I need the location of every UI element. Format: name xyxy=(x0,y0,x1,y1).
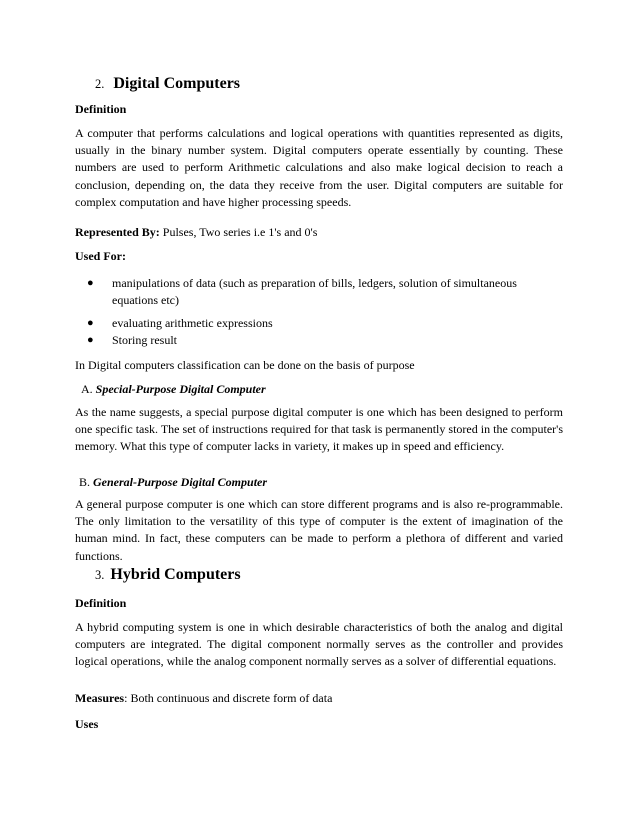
subsection-title: Special-Purpose Digital Computer xyxy=(95,382,266,396)
list-item-text: evaluating arithmetic expressions xyxy=(112,316,273,330)
definition-paragraph: A hybrid computing system is one in which desirable characteristics of both the analog and digital computers are integrated. The digital component normally serves as the controller and provides logical operations, while the analog component normally serves as a solver of differential equations. xyxy=(75,620,563,669)
bullet-icon: ● xyxy=(87,317,94,329)
section-heading-hybrid xyxy=(95,567,241,584)
classification-text: In Digital computers classification can be done on the basis of purpose xyxy=(75,358,415,372)
bullet-icon: ● xyxy=(87,277,94,289)
definition-label: Definition xyxy=(75,102,127,116)
list-item xyxy=(75,315,565,332)
list-item-text: Storing result xyxy=(112,333,177,347)
represented-by-label: Represented By: xyxy=(75,225,160,239)
subsection-prefix: B. xyxy=(79,475,91,489)
used-for-list xyxy=(75,275,565,349)
represented-by-line xyxy=(75,224,317,241)
subsection-prefix: A. xyxy=(81,382,93,396)
subsection-title: General-Purpose Digital Computer xyxy=(93,475,268,489)
list-item-text: manipulations of data (such as preparation of bills, ledgers, solution of simultaneous equations etc) xyxy=(112,276,517,307)
measures-line xyxy=(75,690,332,707)
subsection-a-heading xyxy=(81,381,266,398)
uses-label: Uses xyxy=(75,717,99,731)
measures-label: Measures xyxy=(75,691,125,705)
subsection-b-heading xyxy=(79,474,267,491)
section-title: Hybrid Computers xyxy=(110,566,241,583)
section-number: 2. xyxy=(95,77,105,91)
bullet-icon: ● xyxy=(87,334,94,346)
section-heading-digital xyxy=(95,76,240,93)
list-item xyxy=(75,275,565,309)
list-item xyxy=(75,332,565,349)
subsection-a-paragraph: As the name suggests, a special purpose digital computer is one which has been designed to perform one specific task. The set of instructions required for that task is permanently stored in the computer's memory. What this type of computer lacks in variety, it makes up in speed and efficiency. xyxy=(75,405,563,454)
definition-label: Definition xyxy=(75,596,127,610)
represented-by-value: Pulses, Two series i.e 1's and 0's xyxy=(159,225,318,239)
section-title: Digital Computers xyxy=(113,75,241,92)
definition-paragraph: A computer that performs calculations and logical operations with quantities represented as digits, usually in the binary number system. Digital computers operate essentially by counting. These numbers are used to perform Arithmetic calculations and also make logical decision to reach a conclusion, depending on, the data they receive from the user. Digital computers are suitable for complex computation and have higher processing speeds. xyxy=(75,126,563,209)
measures-value: : Both continuous and discrete form of data xyxy=(124,691,333,705)
used-for-label: Used For: xyxy=(75,249,126,263)
section-number: 3. xyxy=(95,568,105,582)
subsection-b-paragraph: A general purpose computer is one which can store different programs and is also re-programmable. The only limitation to the versatility of this type of computer is the extent of imagination of the human mind. In fact, these computers can be made to perform a plethora of different and varied functions. xyxy=(75,497,563,563)
